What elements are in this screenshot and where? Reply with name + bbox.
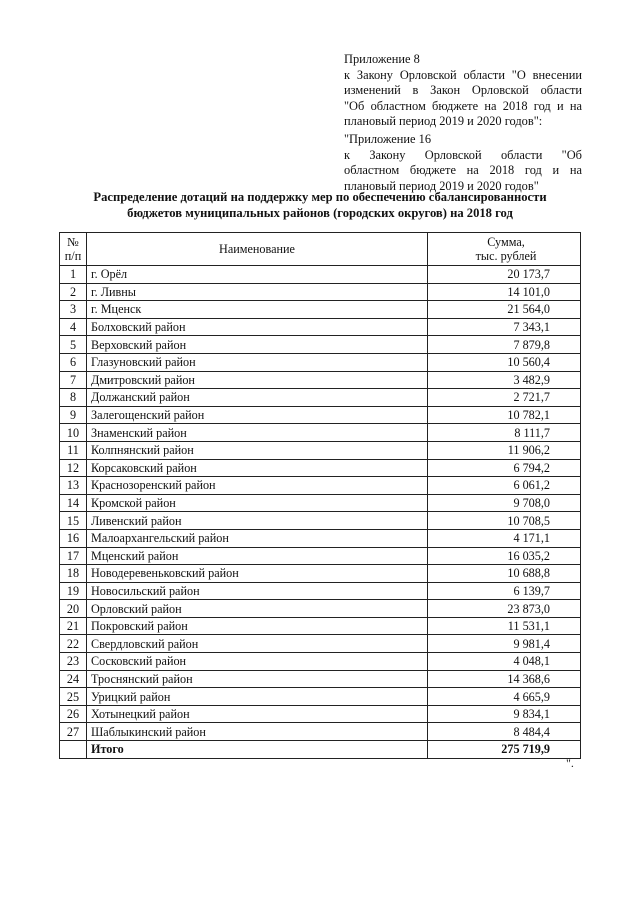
table-row (60, 512, 581, 530)
row-name: Новодеревеньковский район (87, 565, 428, 583)
row-number: 16 (60, 529, 87, 547)
row-name: г. Орёл (87, 266, 428, 284)
row-name: Малоархангельский район (87, 529, 428, 547)
table-row (60, 336, 581, 354)
table-row (60, 582, 581, 600)
row-sum: 2 721,7 (428, 389, 581, 407)
row-sum: 4 665,9 (428, 688, 581, 706)
row-number: 27 (60, 723, 87, 741)
total-number-cell (60, 741, 87, 759)
table-row (60, 266, 581, 284)
subsidy-table (59, 232, 581, 759)
row-sum: 23 873,0 (428, 600, 581, 618)
row-sum: 4 048,1 (428, 653, 581, 671)
table-row (60, 406, 581, 424)
row-sum: 8 484,4 (428, 723, 581, 741)
appendix-8-text-line: плановый период 2019 и 2020 годов": (344, 114, 543, 128)
table-row (60, 635, 581, 653)
row-sum: 10 708,5 (428, 512, 581, 530)
row-number: 3 (60, 301, 87, 319)
appendix-16-text-line: областном бюджете на 2018 год и на (344, 163, 582, 177)
table-row (60, 494, 581, 512)
row-number: 14 (60, 494, 87, 512)
row-sum: 20 173,7 (428, 266, 581, 284)
row-name: Урицкий район (87, 688, 428, 706)
row-number: 19 (60, 582, 87, 600)
row-number: 8 (60, 389, 87, 407)
row-number: 9 (60, 406, 87, 424)
row-number: 18 (60, 565, 87, 583)
row-name: Знаменский район (87, 424, 428, 442)
column-header-sum-line: тыс. рублей (475, 249, 537, 263)
appendix-8-text-line: изменений в Закон Орловской области (344, 83, 582, 97)
row-sum: 11 531,1 (428, 617, 581, 635)
column-header-sum (428, 233, 581, 266)
row-name: Должанский район (87, 389, 428, 407)
row-number: 13 (60, 477, 87, 495)
column-header-sum-line: Сумма, (487, 235, 525, 249)
table-row (60, 371, 581, 389)
appendix-8-header (344, 52, 582, 130)
row-number: 22 (60, 635, 87, 653)
row-name: Шаблыкинский район (87, 723, 428, 741)
row-name: г. Мценск (87, 301, 428, 319)
table-row (60, 547, 581, 565)
row-number: 21 (60, 617, 87, 635)
table-row (60, 529, 581, 547)
row-sum: 14 101,0 (428, 283, 581, 301)
title-line: Распределение дотаций на поддержку мер по обеспечению сбалансированности (93, 190, 547, 204)
row-name: Болховский район (87, 318, 428, 336)
row-number: 25 (60, 688, 87, 706)
row-name: Покровский район (87, 617, 428, 635)
row-number: 7 (60, 371, 87, 389)
row-name: Свердловский район (87, 635, 428, 653)
row-name: г. Ливны (87, 283, 428, 301)
total-label: Итого (87, 741, 428, 759)
row-number: 6 (60, 353, 87, 371)
table-row (60, 459, 581, 477)
row-name: Троснянский район (87, 670, 428, 688)
table-row (60, 688, 581, 706)
row-name: Колпнянский район (87, 441, 428, 459)
row-number: 20 (60, 600, 87, 618)
appendix-16-header (344, 132, 582, 194)
row-sum: 9 708,0 (428, 494, 581, 512)
row-name: Залегощенский район (87, 406, 428, 424)
table-row (60, 670, 581, 688)
total-sum: 275 719,9 (428, 741, 581, 759)
row-number: 24 (60, 670, 87, 688)
row-sum: 7 343,1 (428, 318, 581, 336)
table-row (60, 723, 581, 741)
appendix-16-text-line: к Закону Орловской области "Об (344, 147, 582, 162)
table-row (60, 353, 581, 371)
table-row (60, 653, 581, 671)
row-number: 17 (60, 547, 87, 565)
table-row (60, 441, 581, 459)
row-name: Ливенский район (87, 512, 428, 530)
table-row (60, 617, 581, 635)
document-title (60, 190, 580, 221)
row-sum: 6 139,7 (428, 582, 581, 600)
table-row (60, 600, 581, 618)
appendix-8-text-line: к Закону Орловской области "О внесении (344, 67, 582, 82)
row-name: Краснозоренский район (87, 477, 428, 495)
row-sum: 10 688,8 (428, 565, 581, 583)
row-number: 5 (60, 336, 87, 354)
row-sum: 6 794,2 (428, 459, 581, 477)
table-body (60, 266, 581, 759)
column-header-number (60, 233, 87, 266)
title-line: бюджетов муниципальных районов (городских округов) на 2018 год (127, 205, 513, 220)
row-name: Кромской район (87, 494, 428, 512)
row-name: Мценский район (87, 547, 428, 565)
row-sum: 10 782,1 (428, 406, 581, 424)
row-sum: 10 560,4 (428, 353, 581, 371)
row-sum: 8 111,7 (428, 424, 581, 442)
row-sum: 21 564,0 (428, 301, 581, 319)
row-name: Верховский район (87, 336, 428, 354)
row-name: Хотынецкий район (87, 705, 428, 723)
row-number: 12 (60, 459, 87, 477)
table-row (60, 477, 581, 495)
row-number: 15 (60, 512, 87, 530)
appendix-8-label: Приложение 8 (344, 52, 420, 66)
appendix-16-text-line: плановый период 2019 и 2020 годов" (344, 178, 539, 193)
column-header-number-line: п/п (64, 249, 82, 263)
row-name: Новосильский район (87, 582, 428, 600)
row-sum: 9 981,4 (428, 635, 581, 653)
table-row (60, 283, 581, 301)
total-row (60, 741, 581, 759)
row-name: Дмитровский район (87, 371, 428, 389)
column-header-name: Наименование (87, 233, 428, 266)
row-number: 11 (60, 441, 87, 459)
row-number: 4 (60, 318, 87, 336)
row-sum: 4 171,1 (428, 529, 581, 547)
table-row (60, 301, 581, 319)
closing-quote: ". (566, 756, 574, 770)
table-row (60, 565, 581, 583)
row-name: Корсаковский район (87, 459, 428, 477)
row-sum: 9 834,1 (428, 705, 581, 723)
row-sum: 11 906,2 (428, 441, 581, 459)
row-number: 2 (60, 283, 87, 301)
row-number: 23 (60, 653, 87, 671)
row-name: Сосковский район (87, 653, 428, 671)
row-sum: 14 368,6 (428, 670, 581, 688)
table-row (60, 705, 581, 723)
row-sum: 7 879,8 (428, 336, 581, 354)
row-name: Орловский район (87, 600, 428, 618)
appendix-16-label: "Приложение 16 (344, 132, 432, 146)
table-row (60, 389, 581, 407)
table-row (60, 424, 581, 442)
table-row (60, 318, 581, 336)
row-sum: 6 061,2 (428, 477, 581, 495)
row-sum: 16 035,2 (428, 547, 581, 565)
table-header-row (60, 233, 581, 266)
column-header-number-line: № (67, 235, 79, 249)
row-number: 26 (60, 705, 87, 723)
appendix-8-text-line: "Об областном бюджете на 2018 год и на (344, 98, 582, 113)
row-number: 10 (60, 424, 87, 442)
row-sum: 3 482,9 (428, 371, 581, 389)
row-number: 1 (60, 266, 87, 284)
row-name: Глазуновский район (87, 353, 428, 371)
